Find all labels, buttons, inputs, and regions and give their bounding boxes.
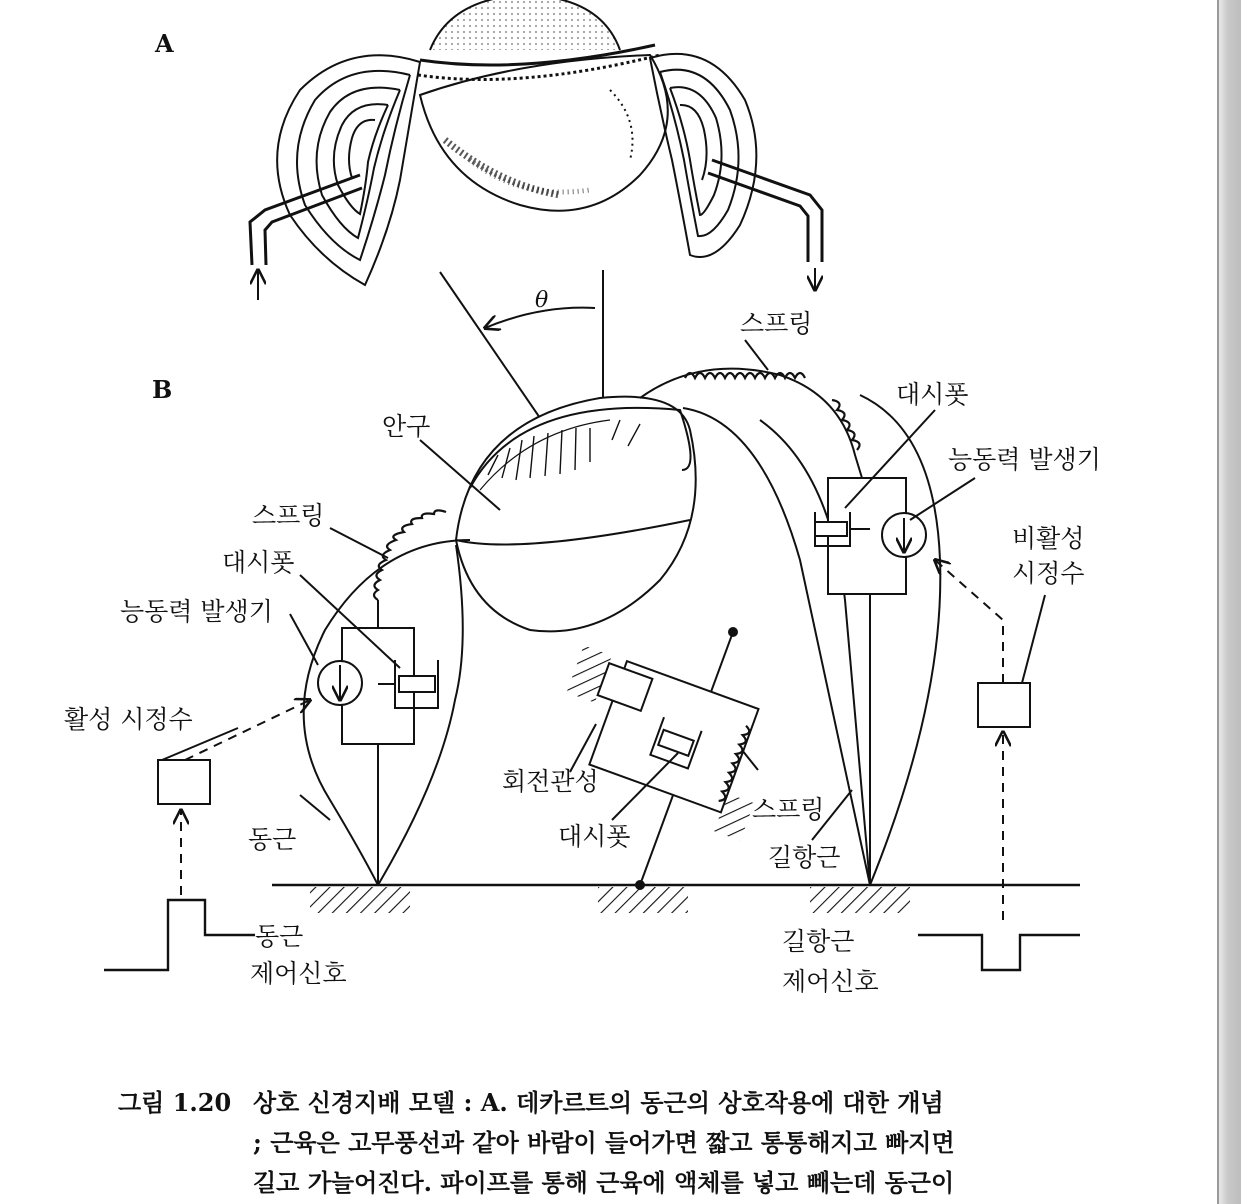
caption-line-3: 길고 가늘어진다. 파이프를 통해 근육에 액체를 넣고 빼는데 동근이 <box>253 1168 955 1197</box>
agonist-control-signal-label-2: 제어신호 <box>250 959 347 988</box>
spring-center-label: 스프링 <box>752 795 825 824</box>
page-edge <box>1219 0 1241 1204</box>
panel-b-letter: B <box>152 375 173 404</box>
passive-time-constant-label-1: 비활성 <box>1012 524 1085 553</box>
figure-number: 그림 1.20 <box>118 1088 232 1117</box>
spring-top-label: 스프링 <box>740 309 813 338</box>
caption-line-2: ; 근육은 고무풍선과 같아 바람이 들어가면 짧고 통통해지고 빠지면 <box>253 1128 955 1157</box>
panel-a-letter: A <box>155 29 174 58</box>
rotational-inertia-label: 회전관성 <box>502 767 599 796</box>
angle-theta-label: θ <box>535 288 549 313</box>
antagonist-control-signal-label-2: 제어신호 <box>782 967 879 996</box>
antagonist-muscle-label: 길항근 <box>768 843 841 872</box>
eyeball-label: 안구 <box>382 412 431 441</box>
agonist-control-signal-label-1: 동근 <box>255 922 304 951</box>
dashpot-center-label: 대시폿 <box>558 822 631 851</box>
caption-line-1: 그림 1.20 상호 신경지배 모델 : A. 데카르트의 동근의 상호작용에 대한 개념 <box>118 1083 1078 1123</box>
dashpot-left-label: 대시폿 <box>222 548 295 577</box>
antagonist-control-signal-label-1: 길항근 <box>782 927 855 956</box>
spring-left-label: 스프링 <box>252 501 325 530</box>
panel-a-illustration <box>250 0 822 300</box>
agonist-muscle-label: 동근 <box>248 825 297 854</box>
figure-caption <box>118 1083 1078 1203</box>
passive-time-constant-label-2: 시정수 <box>1012 559 1085 588</box>
active-generator-left-label: 능동력 발생기 <box>120 597 273 626</box>
active-time-constant-label: 활성 시정수 <box>64 705 193 734</box>
dashpot-right-label: 대시폿 <box>896 380 969 409</box>
active-generator-right-label: 능동력 발생기 <box>948 445 1101 474</box>
